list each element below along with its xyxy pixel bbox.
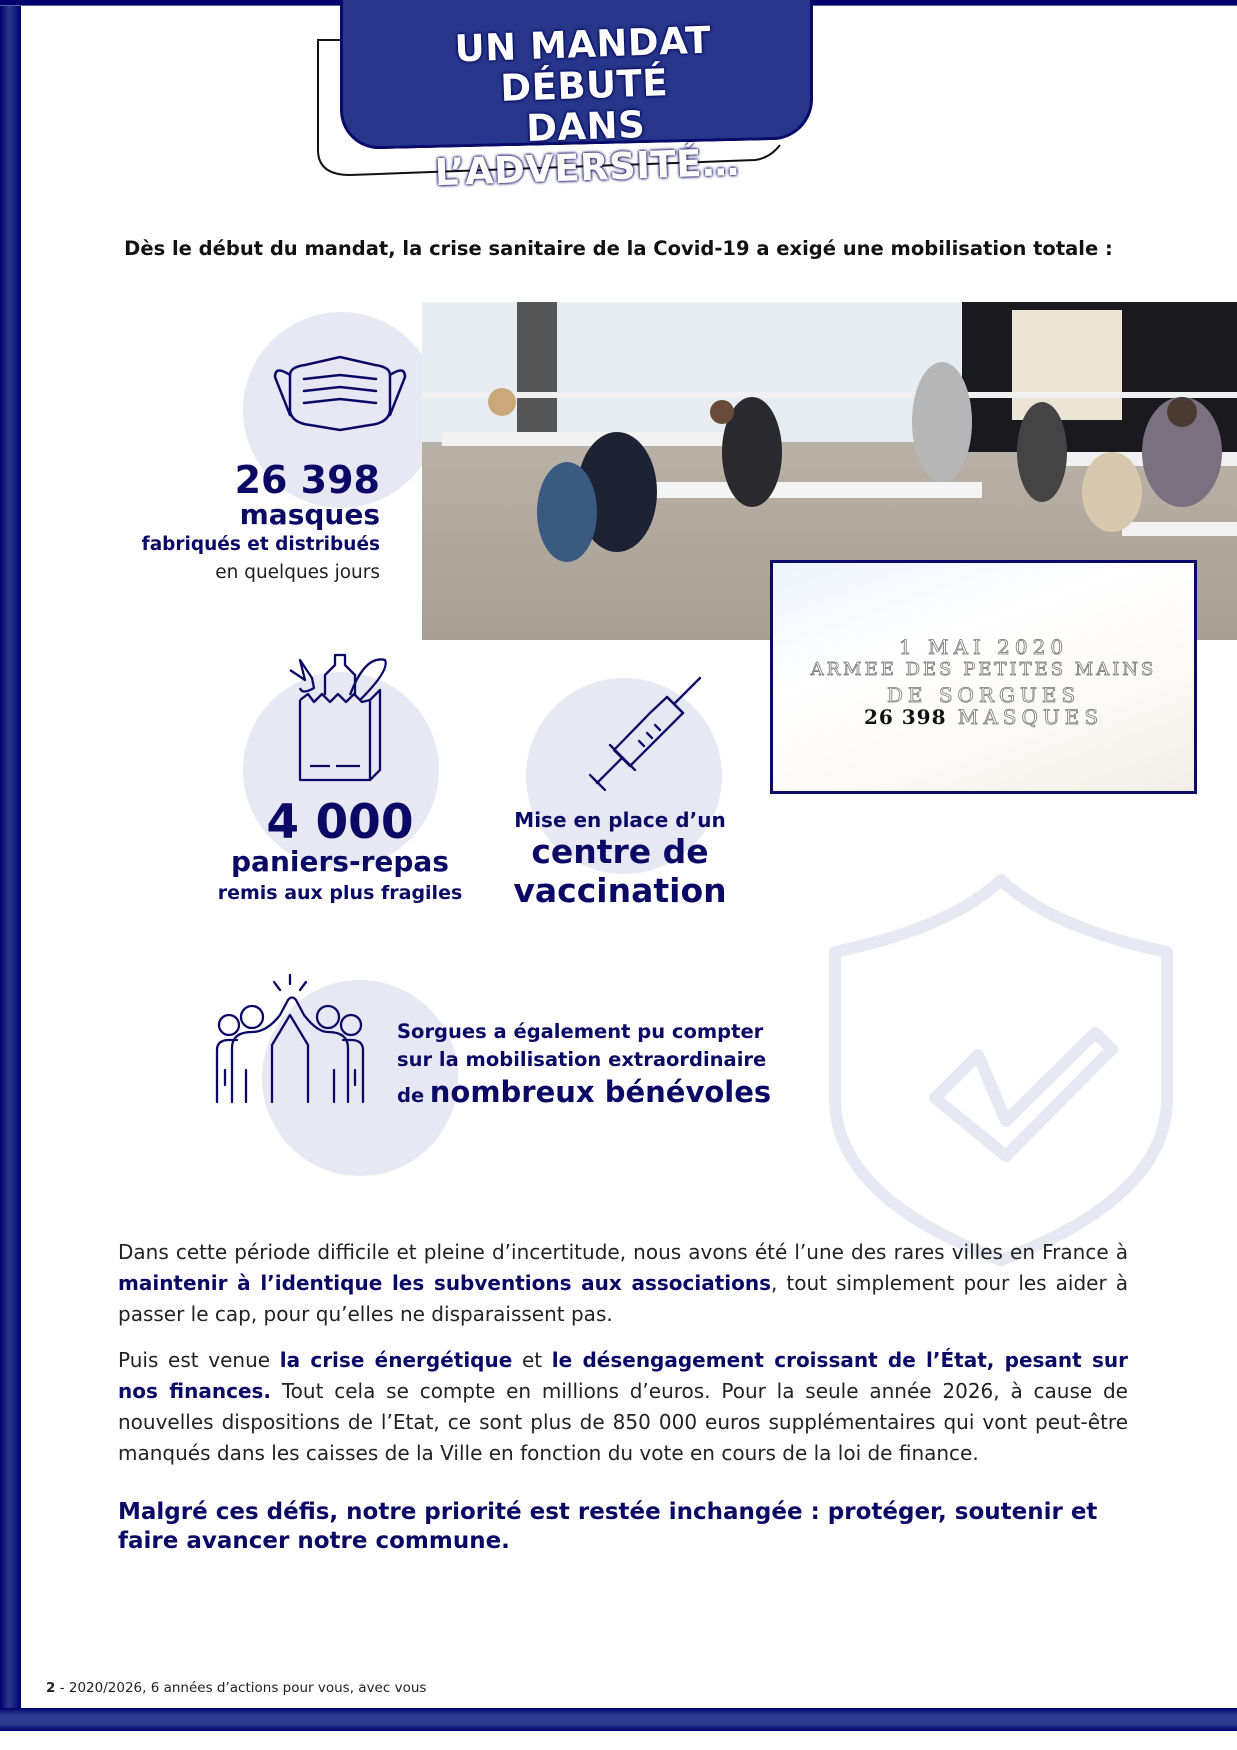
intro-text: Dès le début du mandat, la crise sanitaire de la Covid-19 a exigé une mobilisation totale : bbox=[124, 237, 1113, 260]
paragraph-subventions bbox=[118, 1237, 1128, 1330]
p2-text-3: Tout cela se compte en millions d’euros. Pour la seule année 2026, à cause de nouvelles dispositions de l’Etat, ce sont plus de 850 000 euros supplémentaires qui vont peut-être manqués dans les caisses de la Ville en fonction du vote en cours de la loi de finance. bbox=[118, 1379, 1128, 1465]
paragraph-finances bbox=[118, 1345, 1128, 1469]
benevoles-prefix: de bbox=[397, 1084, 425, 1107]
volunteers-icon bbox=[212, 970, 372, 1105]
vaccination-line1: Mise en place d’un bbox=[514, 808, 726, 832]
banner-line-1: 1 MAI 2020 bbox=[898, 635, 1069, 659]
p1-bold: maintenir à l’identique les subventions aux associations bbox=[118, 1271, 772, 1295]
title-line-1: UN MANDAT DÉBUTÉ bbox=[453, 18, 712, 110]
p1-text-2: , tout simplement pour les aider à passer le cap, pour qu’elles ne disparaissent pas. bbox=[118, 1271, 1128, 1326]
shield-check-icon bbox=[820, 868, 1185, 1268]
paniers-line1: remis aux plus fragiles bbox=[217, 882, 463, 904]
banner-line-3: DE SORGUES bbox=[886, 683, 1081, 707]
masques-line1: fabriqués et distribués bbox=[141, 534, 380, 555]
grocery-bag-icon bbox=[280, 650, 395, 785]
banner-word: MASQUES bbox=[957, 705, 1104, 729]
p2-text-2: et bbox=[512, 1348, 552, 1372]
p2-bold-2: le désengagement croissant de l’État, pesant sur nos finances. bbox=[118, 1348, 1129, 1403]
p1-text-1: Dans cette période difficile et pleine d’incertitude, nous avons été l’une des rares villes en France à bbox=[118, 1240, 1128, 1264]
masques-unit: masques bbox=[239, 498, 380, 531]
page-title bbox=[367, 17, 802, 196]
p2-bold-1: la crise énergétique bbox=[279, 1348, 513, 1372]
title-line-2: DANS L’ADVERSITÉ… bbox=[434, 102, 741, 195]
masques-number: 26 398 bbox=[234, 458, 380, 502]
page-footer bbox=[46, 1680, 426, 1696]
benevoles-line1: Sorgues a également pu compter bbox=[397, 1020, 764, 1043]
banner-line-2: ARMEE DES PETITES MAINS bbox=[810, 659, 1157, 680]
paniers-number: 4 000 bbox=[266, 795, 414, 850]
vaccination-line2: centre de bbox=[531, 832, 709, 871]
masques-line2: en quelques jours bbox=[215, 562, 380, 583]
benevoles-line2: sur la mobilisation extraordinaire bbox=[397, 1048, 767, 1071]
mask-icon bbox=[270, 355, 410, 435]
paniers-unit: paniers-repas bbox=[231, 845, 449, 878]
page-frame-bottom bbox=[0, 1708, 1237, 1731]
page-number: 2 bbox=[46, 1680, 56, 1696]
closing-statement: Malgré ces défis, notre priorité est restée inchangée : protéger, soutenir et faire avancer notre commune. bbox=[118, 1499, 1098, 1554]
banner-number: 26 398 bbox=[863, 705, 947, 729]
p2-text-1: Puis est venue bbox=[118, 1348, 280, 1372]
banner-photo bbox=[770, 560, 1197, 794]
vaccination-line3: vaccination bbox=[513, 871, 727, 910]
footer-text: - 2020/2026, 6 années d’actions pour vous, avec vous bbox=[55, 1680, 427, 1696]
benevoles-highlight: nombreux bénévoles bbox=[429, 1075, 772, 1109]
syringe-icon bbox=[585, 675, 705, 795]
